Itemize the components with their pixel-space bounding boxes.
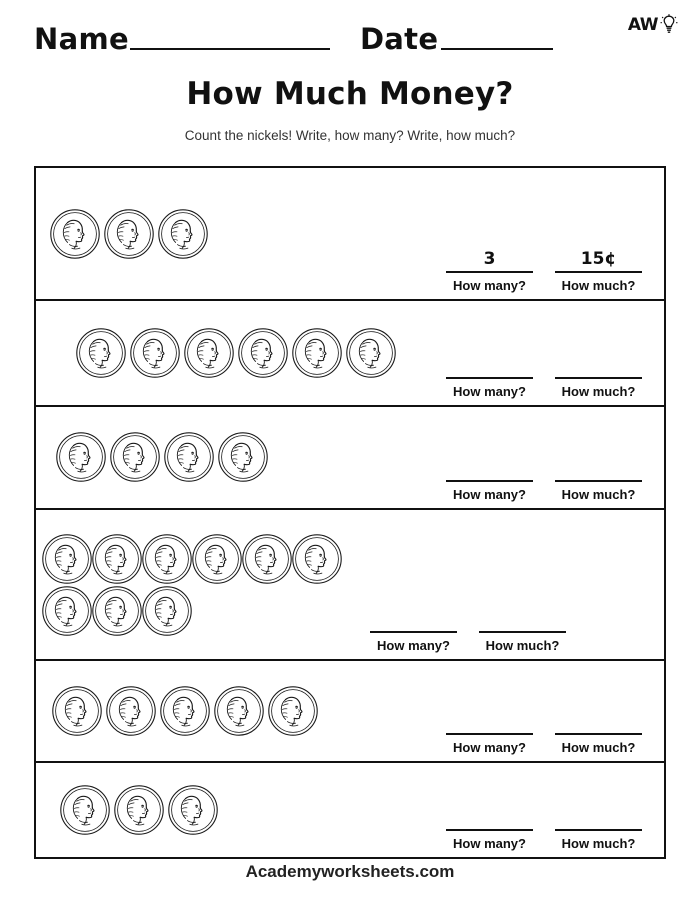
answer-area	[442, 805, 664, 857]
page-title: How Much Money?	[186, 76, 514, 112]
how-much-caption: How much?	[561, 739, 636, 755]
nickel-coin	[41, 585, 93, 637]
how-much-write-line[interactable]	[555, 733, 642, 735]
answer-cell-how-much	[551, 709, 646, 755]
how-much-caption: How much?	[561, 383, 636, 399]
nickel-coin	[59, 784, 111, 836]
how-many-value[interactable]	[442, 709, 537, 733]
how-much-write-line[interactable]	[555, 480, 642, 482]
name-label: Name	[34, 22, 129, 56]
answer-cell-how-much	[551, 247, 646, 293]
answer-cell-how-much	[551, 456, 646, 502]
name-write-line[interactable]	[130, 48, 330, 50]
how-many-value[interactable]: 3	[483, 249, 496, 270]
lightbulb-icon	[660, 14, 678, 36]
how-much-caption: How much?	[561, 487, 636, 503]
nickel-coin	[103, 208, 155, 260]
nickel-coin	[159, 685, 211, 737]
nickel-coin	[141, 533, 193, 585]
how-much-write-line[interactable]	[479, 631, 566, 633]
worksheet-row	[36, 168, 664, 301]
footer-credit: Academyworksheets.com	[245, 862, 455, 881]
how-much-value[interactable]: 15¢	[580, 249, 617, 270]
how-much-caption: How much?	[561, 278, 636, 294]
how-many-value[interactable]	[442, 353, 537, 377]
answer-area	[442, 353, 664, 405]
worksheet-row	[36, 510, 664, 661]
answer-cell-how-many	[442, 456, 537, 502]
answer-cell-how-many	[442, 353, 537, 399]
worksheet-row	[36, 661, 664, 762]
coin-group	[36, 208, 442, 260]
nickel-coin	[167, 784, 219, 836]
how-much-caption: How much?	[561, 836, 636, 852]
answer-area	[442, 709, 664, 761]
how-much-value[interactable]	[475, 607, 570, 631]
how-many-caption: How many?	[453, 836, 526, 852]
answer-cell-how-many	[366, 607, 461, 653]
how-many-write-line[interactable]	[446, 733, 533, 735]
nickel-coin	[109, 431, 161, 483]
worksheet-row	[36, 407, 664, 510]
nickel-coin	[105, 685, 157, 737]
how-much-value[interactable]	[551, 709, 646, 733]
nickel-coin	[41, 533, 93, 585]
coin-group	[36, 327, 442, 379]
answer-cell-how-many	[442, 247, 537, 293]
coin-group	[36, 533, 366, 637]
nickel-coin	[217, 431, 269, 483]
nickel-coin	[75, 327, 127, 379]
how-much-caption: How much?	[485, 638, 560, 654]
answer-area	[366, 607, 588, 659]
how-many-write-line[interactable]	[370, 631, 457, 633]
date-label: Date	[359, 22, 439, 56]
nickel-coin	[51, 685, 103, 737]
coin-group	[36, 784, 442, 836]
nickel-coin	[267, 685, 319, 737]
how-much-write-line[interactable]	[555, 271, 642, 273]
how-many-write-line[interactable]	[446, 271, 533, 273]
nickel-coin	[213, 685, 265, 737]
date-write-line[interactable]	[441, 48, 553, 50]
nickel-coin	[129, 327, 181, 379]
nickel-coin	[291, 533, 343, 585]
nickel-coin	[237, 327, 289, 379]
nickel-coin	[141, 585, 193, 637]
logo-text: AW	[627, 15, 658, 35]
how-many-write-line[interactable]	[446, 480, 533, 482]
how-many-write-line[interactable]	[446, 829, 533, 831]
nickel-coin	[183, 327, 235, 379]
how-many-write-line[interactable]	[446, 377, 533, 379]
coin-group	[36, 685, 442, 737]
how-many-value[interactable]	[442, 456, 537, 480]
how-many-value[interactable]	[366, 607, 461, 631]
answer-cell-how-many	[442, 709, 537, 755]
worksheet-header	[0, 0, 700, 143]
nickel-coin	[191, 533, 243, 585]
nickel-coin	[49, 208, 101, 260]
nickel-coin	[91, 585, 143, 637]
answer-area	[442, 456, 664, 508]
nickel-coin	[291, 327, 343, 379]
how-much-write-line[interactable]	[555, 377, 642, 379]
nickel-coin	[55, 431, 107, 483]
nickel-coin	[91, 533, 143, 585]
how-many-caption: How many?	[377, 638, 450, 654]
how-many-caption: How many?	[453, 739, 526, 755]
answer-cell-how-much	[551, 805, 646, 851]
answer-cell-how-much	[551, 353, 646, 399]
how-many-value[interactable]	[442, 805, 537, 829]
answer-cell-how-many	[442, 805, 537, 851]
worksheet-body	[34, 166, 666, 859]
worksheet-row	[36, 301, 664, 406]
nickel-coin	[113, 784, 165, 836]
how-much-value[interactable]	[551, 805, 646, 829]
how-many-caption: How many?	[453, 487, 526, 503]
how-much-value[interactable]	[551, 456, 646, 480]
how-much-write-line[interactable]	[555, 829, 642, 831]
worksheet-row	[36, 763, 664, 857]
nickel-coin	[163, 431, 215, 483]
answer-area	[442, 247, 664, 299]
name-date-row	[34, 22, 666, 56]
answer-cell-how-much	[475, 607, 570, 653]
nickel-coin	[157, 208, 209, 260]
how-many-caption: How many?	[453, 278, 526, 294]
nickel-coin	[345, 327, 397, 379]
coin-group	[36, 431, 442, 483]
how-many-caption: How many?	[453, 383, 526, 399]
nickel-coin	[241, 533, 293, 585]
brand-logo	[628, 14, 678, 36]
page-subtitle: Count the nickels! Write, how many? Write, how much?	[184, 128, 516, 143]
how-much-value[interactable]	[551, 353, 646, 377]
